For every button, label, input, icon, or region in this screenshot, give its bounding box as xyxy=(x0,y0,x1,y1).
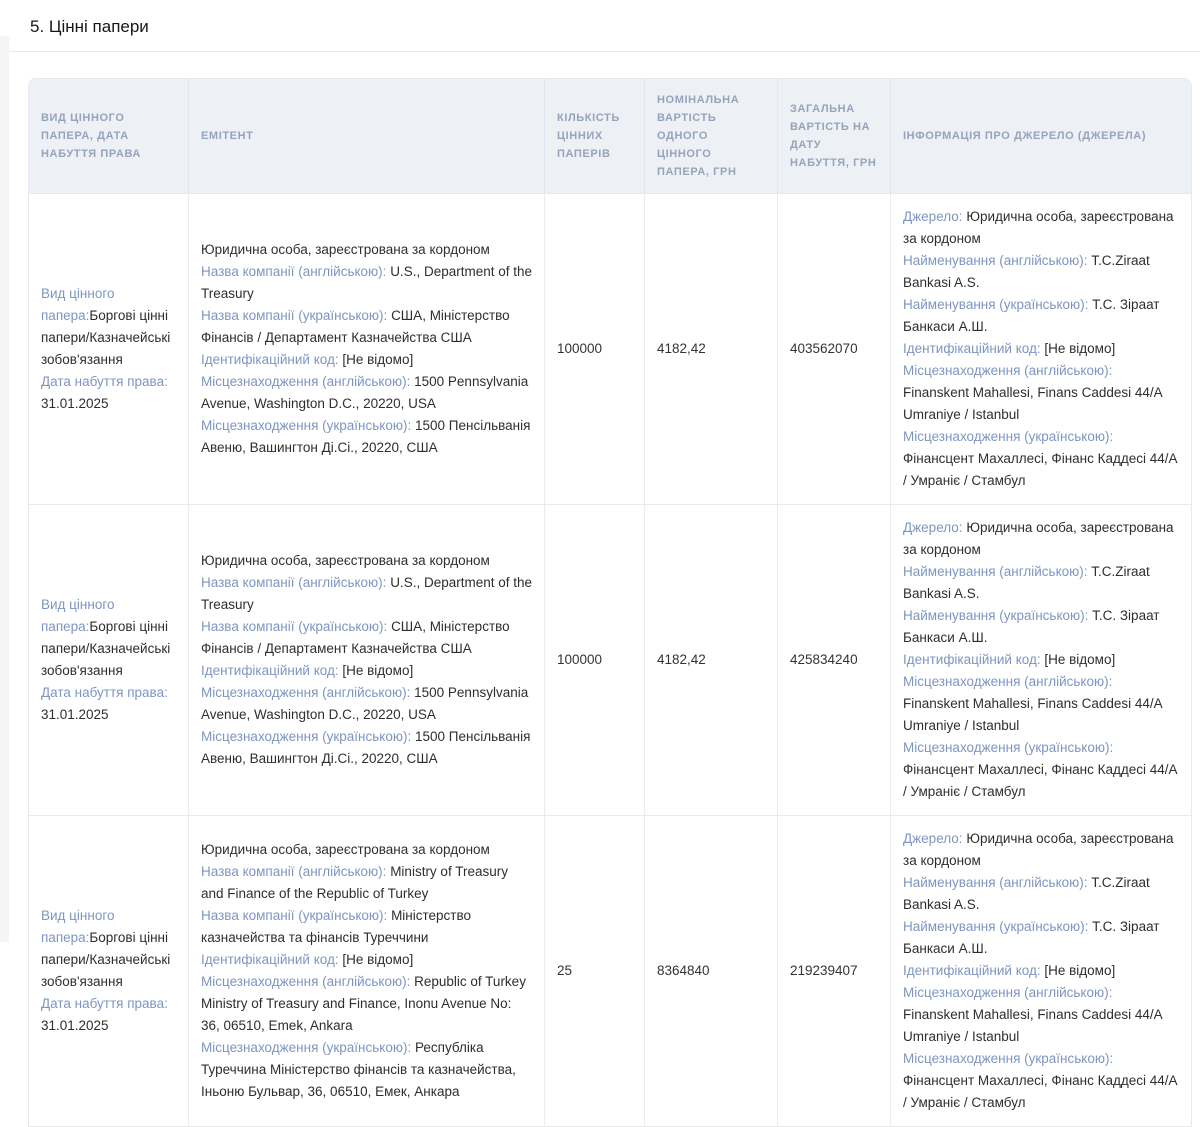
issuer-cell xyxy=(189,193,545,504)
field-value: Юридична особа, зареєстрована за кордоном xyxy=(903,209,1174,246)
field-value: U.S., Department of the Treasury xyxy=(201,264,533,301)
field xyxy=(903,982,1181,1048)
security-type-cell xyxy=(29,504,189,815)
field-value: Ministry of Treasury and Finance of the Republic of Turkey xyxy=(201,864,508,901)
field-value: Республіка Туреччина Міністерство фінансів та казначейства, Іньоню Бульвар, 36, 06510, Емек, Анкара xyxy=(201,1040,516,1099)
field-value: [Не відомо] xyxy=(342,352,414,367)
field-label: Місцезнаходження (англійською): xyxy=(903,985,1113,1000)
field-value: Юридична особа, зареєстрована за кордоном xyxy=(903,831,1174,868)
quantity-cell: 100000 xyxy=(545,504,645,815)
field xyxy=(201,572,532,616)
field xyxy=(903,605,1181,649)
field xyxy=(41,371,176,415)
field xyxy=(201,839,532,861)
field xyxy=(201,1037,532,1103)
field-label: Ідентифікаційний код: xyxy=(201,952,339,967)
securities-table xyxy=(29,79,1192,1126)
field-value: США, Міністерство Фінансів / Департамент Казначейства США xyxy=(201,619,510,656)
field-label: Назва компанії (українською): xyxy=(201,308,388,323)
field xyxy=(41,283,176,371)
field xyxy=(41,682,176,726)
field xyxy=(201,261,532,305)
header-cell-quantity: КІЛЬКІСТЬ ЦІННИХ ПАПЕРІВ xyxy=(545,79,645,193)
field-value: [Не відомо] xyxy=(1044,963,1116,978)
field-label: Місцезнаходження (англійською): xyxy=(201,974,411,989)
field xyxy=(903,561,1181,605)
field-value: [Не відомо] xyxy=(342,952,414,967)
field-value: [Не відомо] xyxy=(1044,341,1116,356)
field-value: Юридична особа, зареєстрована за кордоном xyxy=(903,520,1174,557)
field-value: T.C.Ziraat Bankasi A.S. xyxy=(903,875,1150,912)
field-value: 31.01.2025 xyxy=(41,707,109,722)
field-label: Місцезнаходження (українською): xyxy=(201,418,412,433)
field-label: Джерело: xyxy=(903,520,963,535)
field-label: Ідентифікаційний код: xyxy=(201,663,339,678)
issuer-cell xyxy=(189,504,545,815)
field xyxy=(201,239,532,261)
field-label: Найменування (українською): xyxy=(903,297,1089,312)
field-label: Місцезнаходження (англійською): xyxy=(201,374,411,389)
field-label: Місцезнаходження (англійською): xyxy=(201,685,411,700)
field-value: Юридична особа, зареєстрована за кордоном xyxy=(201,242,490,257)
field-label: Назва компанії (англійською): xyxy=(201,575,387,590)
header-cell-total-value: ЗАГАЛЬНА ВАРТІСТЬ НА ДАТУ НАБУТТЯ, ГРН xyxy=(778,79,891,193)
field-value: [Не відомо] xyxy=(1044,652,1116,667)
field xyxy=(903,206,1181,250)
field xyxy=(201,550,532,572)
field xyxy=(903,360,1181,426)
field xyxy=(903,916,1181,960)
field-value: Finanskent Mahallesi, Finans Caddesi 44/A Umraniye / Istanbul xyxy=(903,1007,1162,1044)
field xyxy=(201,949,532,971)
security-type-cell xyxy=(29,815,189,1126)
field-label: Вид цінного папера: xyxy=(41,286,115,323)
header-cell-source: ІНФОРМАЦІЯ ПРО ДЖЕРЕЛО (ДЖЕРЕЛА) xyxy=(891,79,1192,193)
field-label: Місцезнаходження (українською): xyxy=(903,740,1114,755)
security-type-cell xyxy=(29,193,189,504)
field xyxy=(41,905,176,993)
section-title: 5. Цінні папери xyxy=(30,17,149,36)
field-value: Т.С. Зіраат Банкаси А.Ш. xyxy=(903,608,1160,645)
field-label: Ідентифікаційний код: xyxy=(903,652,1041,667)
table-body xyxy=(29,193,1192,1126)
field-value: [Не відомо] xyxy=(342,663,414,678)
field xyxy=(903,671,1181,737)
field-label: Назва компанії (українською): xyxy=(201,619,388,634)
header-cell-issuer: ЕМІТЕНТ xyxy=(189,79,545,193)
field-value: Юридична особа, зареєстрована за кордоном xyxy=(201,553,490,568)
field-label: Найменування (англійською): xyxy=(903,875,1088,890)
source-cell xyxy=(891,504,1192,815)
field xyxy=(903,294,1181,338)
field xyxy=(903,737,1181,803)
field-value: Міністерство казначейства та фінансів Туреччини xyxy=(201,908,472,945)
field-value: Т.С. Зіраат Банкаси А.Ш. xyxy=(903,919,1160,956)
field-label: Найменування (англійською): xyxy=(903,253,1088,268)
field-value: U.S., Department of the Treasury xyxy=(201,575,533,612)
field-label: Найменування (англійською): xyxy=(903,564,1088,579)
field xyxy=(903,1048,1181,1114)
field-label: Дата набуття права: xyxy=(41,996,168,1011)
field xyxy=(201,682,532,726)
field-label: Найменування (українською): xyxy=(903,608,1089,623)
field xyxy=(201,616,532,660)
field xyxy=(41,594,176,682)
field-label: Дата набуття права: xyxy=(41,374,168,389)
total-value-cell: 403562070 xyxy=(778,193,891,504)
field-value: T.C.Ziraat Bankasi A.S. xyxy=(903,564,1150,601)
field xyxy=(201,971,532,1037)
header-cell-nominal-value: НОМІНАЛЬНА ВАРТІСТЬ ОДНОГО ЦІННОГО ПАПЕРА, ГРН xyxy=(645,79,778,193)
field-value: Фінансцент Махаллесі, Фінанс Каддесі 44/A / Умраніє / Стамбул xyxy=(903,1073,1177,1110)
field-value: 1500 Пенсільванія Авеню, Вашингтон Ді.Сі., 20220, США xyxy=(201,418,531,455)
field xyxy=(903,250,1181,294)
field xyxy=(903,872,1181,916)
field-label: Місцезнаходження (українською): xyxy=(201,729,412,744)
field-label: Дата набуття права: xyxy=(41,685,168,700)
nominal-value-cell: 8364840 xyxy=(645,815,778,1126)
nominal-value-cell: 4182,42 xyxy=(645,504,778,815)
field-label: Місцезнаходження (українською): xyxy=(903,429,1114,444)
nominal-value-cell: 4182,42 xyxy=(645,193,778,504)
issuer-cell xyxy=(189,815,545,1126)
field xyxy=(201,371,532,415)
field-label: Місцезнаходження (українською): xyxy=(903,1051,1114,1066)
table-row xyxy=(29,815,1192,1126)
field-label: Назва компанії (англійською): xyxy=(201,264,387,279)
field xyxy=(201,905,532,949)
field xyxy=(903,828,1181,872)
quantity-cell: 25 xyxy=(545,815,645,1126)
field xyxy=(201,726,532,770)
total-value-cell: 219239407 xyxy=(778,815,891,1126)
field xyxy=(201,305,532,349)
quantity-cell: 100000 xyxy=(545,193,645,504)
total-value-cell: 425834240 xyxy=(778,504,891,815)
field-label: Ідентифікаційний код: xyxy=(903,341,1041,356)
field xyxy=(903,960,1181,982)
field-label: Назва компанії (українською): xyxy=(201,908,388,923)
field-label: Місцезнаходження (українською): xyxy=(201,1040,412,1055)
field xyxy=(903,338,1181,360)
table-header-row xyxy=(29,79,1192,193)
field xyxy=(41,993,176,1037)
field-label: Найменування (українською): xyxy=(903,919,1089,934)
field-value: Finanskent Mahallesi, Finans Caddesi 44/A Umraniye / Istanbul xyxy=(903,696,1162,733)
securities-table-card xyxy=(28,78,1192,1127)
table-row xyxy=(29,193,1192,504)
field-value: 31.01.2025 xyxy=(41,396,109,411)
field-label: Місцезнаходження (англійською): xyxy=(903,363,1113,378)
field xyxy=(903,649,1181,671)
field-label: Ідентифікаційний код: xyxy=(201,352,339,367)
field-value: 1500 Pennsylvania Avenue, Washington D.C., 20220, USA xyxy=(201,374,529,411)
field xyxy=(201,349,532,371)
field-value: T.C.Ziraat Bankasi A.S. xyxy=(903,253,1150,290)
source-cell xyxy=(891,193,1192,504)
page-left-gutter xyxy=(0,36,9,942)
field-value: Боргові цінні папери/Казначейські зобов'язання xyxy=(41,308,171,367)
field-label: Місцезнаходження (англійською): xyxy=(903,674,1113,689)
field xyxy=(903,517,1181,561)
field xyxy=(201,861,532,905)
field-value: Фінансцент Махаллесі, Фінанс Каддесі 44/A / Умраніє / Стамбул xyxy=(903,451,1177,488)
field-label: Джерело: xyxy=(903,831,963,846)
field-label: Вид цінного папера: xyxy=(41,908,115,945)
field-value: Боргові цінні папери/Казначейські зобов'язання xyxy=(41,930,171,989)
field xyxy=(201,660,532,682)
field-value: Юридична особа, зареєстрована за кордоном xyxy=(201,842,490,857)
field-value: США, Міністерство Фінансів / Департамент Казначейства США xyxy=(201,308,510,345)
field-value: 1500 Пенсільванія Авеню, Вашингтон Ді.Сі., 20220, США xyxy=(201,729,531,766)
section-divider xyxy=(0,51,1200,52)
header-cell-security-type: ВИД ЦІННОГО ПАПЕРА, ДАТА НАБУТТЯ ПРАВА xyxy=(29,79,189,193)
field-value: Фінансцент Махаллесі, Фінанс Каддесі 44/A / Умраніє / Стамбул xyxy=(903,762,1177,799)
source-cell xyxy=(891,815,1192,1126)
field-value: Т.С. Зіраат Банкаси А.Ш. xyxy=(903,297,1160,334)
table-row xyxy=(29,504,1192,815)
field-value: 1500 Pennsylvania Avenue, Washington D.C., 20220, USA xyxy=(201,685,529,722)
field-label: Вид цінного папера: xyxy=(41,597,115,634)
field-value: 31.01.2025 xyxy=(41,1018,109,1033)
field-value: Republic of Turkey Ministry of Treasury and Finance, Inonu Avenue No: 36, 06510, Emek, Ankara xyxy=(201,974,526,1033)
field xyxy=(903,426,1181,492)
field-value: Боргові цінні папери/Казначейські зобов'язання xyxy=(41,619,171,678)
field xyxy=(201,415,532,459)
field-value: Finanskent Mahallesi, Finans Caddesi 44/A Umraniye / Istanbul xyxy=(903,385,1162,422)
field-label: Назва компанії (англійською): xyxy=(201,864,387,879)
field-label: Ідентифікаційний код: xyxy=(903,963,1041,978)
field-label: Джерело: xyxy=(903,209,963,224)
